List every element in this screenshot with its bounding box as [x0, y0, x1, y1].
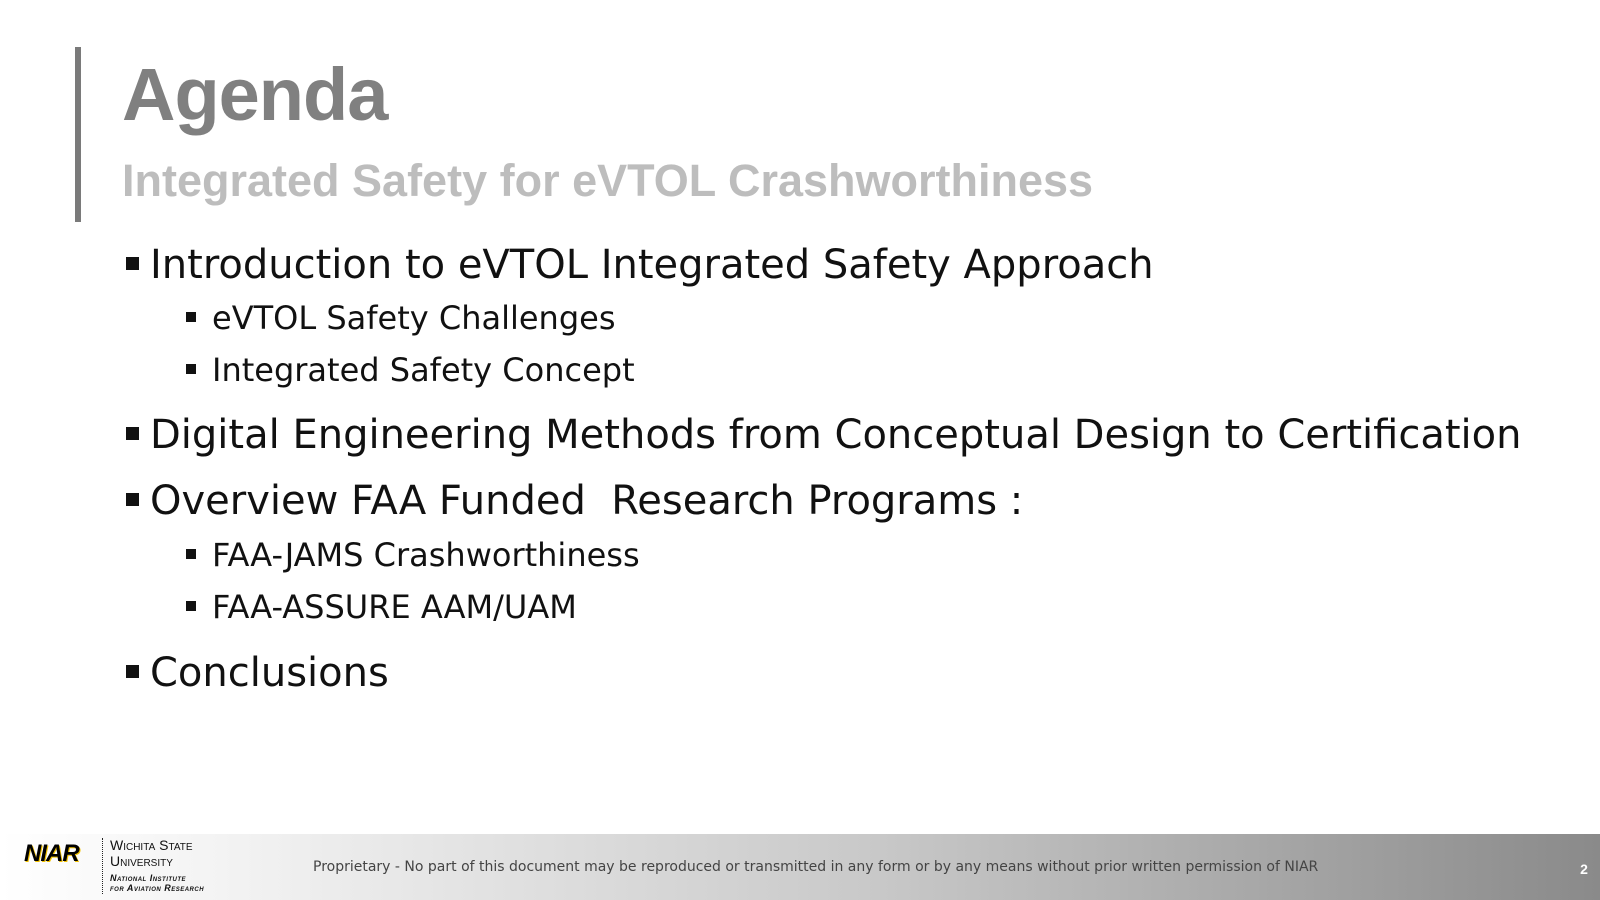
agenda-sub-item: [212, 536, 640, 574]
agenda-item-label: Introduction to eVTOL Integrated Safety Approach: [150, 242, 1154, 288]
agenda-item-label: Digital Engineering Methods from Conceptual Design to Certification: [150, 412, 1522, 458]
logo-niar-line: National Institute: [110, 873, 187, 883]
square-bullet-icon: [126, 427, 139, 440]
agenda-sub-item-label: eVTOL Safety Challenges: [212, 299, 616, 337]
square-bullet-icon: [186, 312, 196, 322]
agenda-item-label: Conclusions: [150, 650, 389, 696]
agenda-sub-item: [212, 588, 577, 626]
square-bullet-icon: [126, 257, 139, 270]
agenda-item: [150, 478, 1024, 524]
square-bullet-icon: [186, 601, 196, 611]
logo-wsu-line: Wichita State: [110, 837, 193, 853]
slide-title: Agenda: [122, 53, 388, 136]
niar-wsu-logo: [22, 834, 242, 898]
slide-subtitle: Integrated Safety for eVTOL Crashworthiness: [122, 155, 1094, 206]
agenda-sub-item-label: FAA-JAMS Crashworthiness: [212, 536, 640, 574]
square-bullet-icon: [126, 493, 139, 506]
agenda-sub-item: [212, 351, 635, 389]
agenda-sub-item-label: Integrated Safety Concept: [212, 351, 635, 389]
page-number: 2: [1580, 861, 1588, 877]
logo-niar-line: for Aviation Research: [110, 883, 205, 893]
square-bullet-icon: [186, 549, 196, 559]
agenda-item: [150, 412, 1522, 458]
title-accent-bar: [75, 47, 81, 222]
square-bullet-icon: [126, 665, 139, 678]
agenda-item-label: Overview FAA Funded Research Programs :: [150, 478, 1024, 524]
proprietary-disclaimer: Proprietary - No part of this document may be reproduced or transmitted in any form or by any means without prior written permission of NIAR: [313, 859, 1319, 875]
logo-wsu-line: University: [110, 853, 173, 869]
logo-divider: [102, 838, 103, 894]
niar-logo-text: NIAR: [24, 840, 79, 867]
agenda-sub-item-label: FAA-ASSURE AAM/UAM: [212, 588, 577, 626]
agenda-sub-item: [212, 299, 616, 337]
agenda-item: [150, 650, 389, 696]
square-bullet-icon: [186, 364, 196, 374]
agenda-item: [150, 242, 1154, 288]
